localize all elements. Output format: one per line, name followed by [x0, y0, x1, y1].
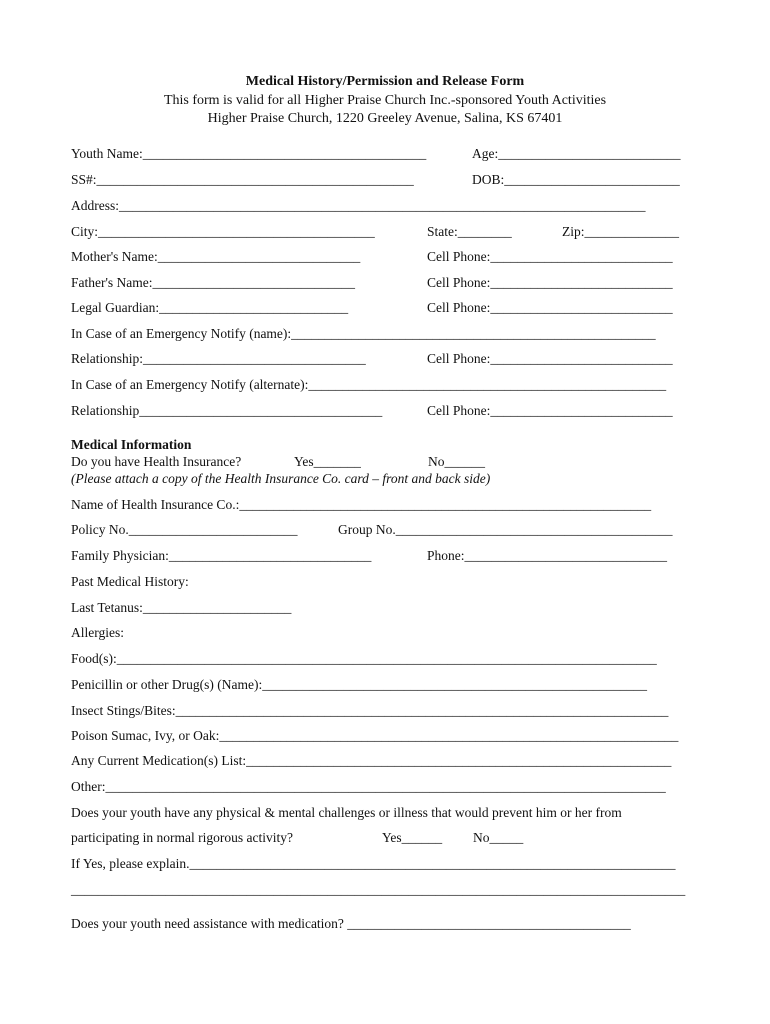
- food-allergies-field[interactable]: Food(s):________________________________________________________________________________: [71, 651, 657, 666]
- physician-phone-field[interactable]: Phone:______________________________: [427, 548, 668, 563]
- father-cell-field[interactable]: Cell Phone:___________________________: [427, 275, 673, 290]
- age-field[interactable]: Age:___________________________: [472, 146, 681, 161]
- legal-guardian-field[interactable]: Legal Guardian:____________________________: [71, 300, 349, 315]
- zip-field[interactable]: Zip:______________: [562, 224, 679, 239]
- other-field[interactable]: Other:___________________________________________________________________________________: [71, 779, 666, 794]
- insurance-no-field[interactable]: No______: [428, 454, 485, 469]
- church-address: Higher Praise Church, 1220 Greeley Avenue, Salina, KS 67401: [207, 111, 563, 126]
- challenges-question: Does your youth have any physical & mental challenges or illness that would prevent him or her from: [71, 805, 622, 820]
- last-tetanus-field[interactable]: Last Tetanus:______________________: [71, 600, 292, 615]
- challenges-no-field[interactable]: No_____: [473, 830, 524, 845]
- mother-name-field[interactable]: Mother's Name:______________________________: [71, 249, 361, 264]
- ss-field[interactable]: SS#:_______________________________________________: [71, 172, 414, 187]
- relationship-field[interactable]: Relationship:_________________________________: [71, 351, 366, 366]
- insurance-card-note: (Please attach a copy of the Health Insurance Co. card – front and back side): [71, 471, 491, 486]
- medication-assistance-field[interactable]: Does your youth need assistance with medication? __________________________________________: [71, 916, 631, 931]
- insurance-yes-field[interactable]: Yes_______: [294, 454, 361, 469]
- relationship-alternate-cell-field[interactable]: Cell Phone:___________________________: [427, 403, 673, 418]
- relationship-cell-field[interactable]: Cell Phone:___________________________: [427, 351, 673, 366]
- state-field[interactable]: State:________: [427, 224, 512, 239]
- past-medical-history-label: Past Medical History:: [71, 574, 189, 589]
- form-title: Medical History/Permission and Release Form: [245, 74, 525, 89]
- poison-allergies-field[interactable]: Poison Sumac, Ivy, or Oak:____________________________________________________________________: [71, 728, 679, 743]
- allergies-label: Allergies:: [71, 625, 124, 640]
- insect-allergies-field[interactable]: Insect Stings/Bites:_________________________________________________________________________: [71, 703, 669, 718]
- drug-allergies-field[interactable]: Penicillin or other Drug(s) (Name):_________________________________________________________: [71, 677, 647, 692]
- city-field[interactable]: City:_________________________________________: [71, 224, 375, 239]
- challenges-yes-field[interactable]: Yes______: [382, 830, 443, 845]
- emergency-alternate-field[interactable]: In Case of an Emergency Notify (alternate):_____________________________________________________: [71, 377, 667, 392]
- insurance-question: Do you have Health Insurance?: [71, 454, 242, 469]
- youth-name-field[interactable]: Youth Name:__________________________________________: [71, 146, 427, 161]
- emergency-name-field[interactable]: In Case of an Emergency Notify (name):______________________________________________________: [71, 326, 656, 341]
- policy-number-field[interactable]: Policy No._________________________: [71, 522, 298, 537]
- dob-field[interactable]: DOB:__________________________: [472, 172, 680, 187]
- mother-cell-field[interactable]: Cell Phone:___________________________: [427, 249, 673, 264]
- medical-info-heading: Medical Information: [71, 437, 192, 452]
- father-name-field[interactable]: Father's Name:______________________________: [71, 275, 356, 290]
- challenges-question-cont: participating in normal rigorous activity?: [71, 830, 293, 845]
- guardian-cell-field[interactable]: Cell Phone:___________________________: [427, 300, 673, 315]
- address-field[interactable]: Address:______________________________________________________________________________: [71, 198, 646, 213]
- relationship-alternate-field[interactable]: Relationship____________________________________: [71, 403, 383, 418]
- group-number-field[interactable]: Group No._________________________________________: [338, 522, 673, 537]
- current-medications-field[interactable]: Any Current Medication(s) List:_______________________________________________________________: [71, 753, 672, 768]
- form-subtitle: This form is valid for all Higher Praise Church Inc.-sponsored Youth Activities: [163, 93, 607, 108]
- explain-line-field[interactable]: ___________________________________________________________________________________________: [71, 882, 686, 897]
- family-physician-field[interactable]: Family Physician:______________________________: [71, 548, 372, 563]
- explain-field[interactable]: If Yes, please explain.________________________________________________________________________: [71, 856, 676, 871]
- insurance-company-field[interactable]: Name of Health Insurance Co.:_____________________________________________________________: [71, 497, 652, 512]
